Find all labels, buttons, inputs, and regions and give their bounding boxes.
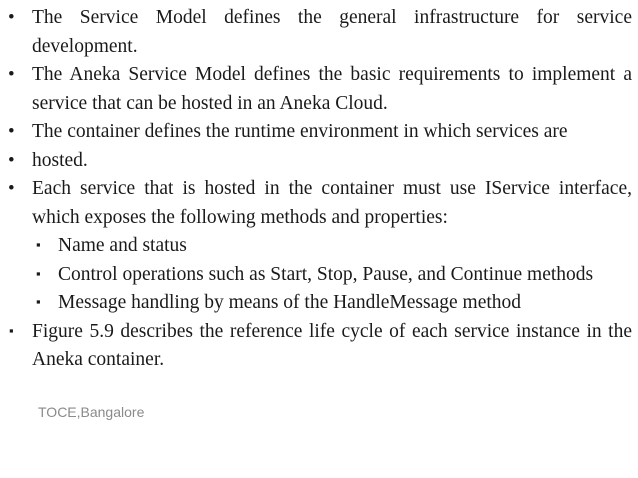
bullet-text: The Service Model defines the general infrastructure for service development. <box>32 7 632 57</box>
sub-bullet-marker: ▪ <box>36 237 41 252</box>
bullet-item <box>8 175 632 232</box>
bullet-marker: • <box>8 7 15 28</box>
bullet-text: Each service that is hosted in the container must use IService interface, which exposes the following methods and properties: <box>32 178 632 228</box>
sub-bullet-text: Control operations such as Start, Stop, Pause, and Continue methods <box>58 263 594 285</box>
bullet-marker: ▪ <box>9 322 14 338</box>
sub-bullet-item <box>8 232 632 261</box>
bullet-marker: • <box>8 121 15 142</box>
bullet-item <box>8 318 632 375</box>
bullet-item <box>8 118 632 147</box>
bullet-item <box>8 4 632 61</box>
bullet-marker: • <box>8 149 15 171</box>
bullet-text: The container defines the runtime environment in which services are <box>32 121 568 142</box>
footer-text: TOCE,Bangalore <box>38 404 145 420</box>
sub-bullet-text: Name and status <box>58 235 187 256</box>
sub-bullet-text: Message handling by means of the HandleMessage method <box>58 292 522 313</box>
bullet-item <box>8 147 632 176</box>
bullet-text: hosted. <box>32 149 88 171</box>
sub-bullet-item <box>8 261 632 290</box>
bullet-list <box>8 4 632 375</box>
bullet-text: The Aneka Service Model defines the basic requirements to implement a service that can be hosted in an Aneka Cloud. <box>32 64 632 114</box>
sub-bullet-item <box>8 289 632 318</box>
sub-bullet-marker: ▪ <box>36 265 41 281</box>
bullet-marker: • <box>8 64 15 85</box>
bullet-marker: • <box>8 178 15 199</box>
bullet-item <box>8 61 632 118</box>
sub-bullet-marker: ▪ <box>36 294 41 309</box>
bullet-text: Figure 5.9 describes the reference life cycle of each service instance in the Aneka container. <box>32 320 632 370</box>
